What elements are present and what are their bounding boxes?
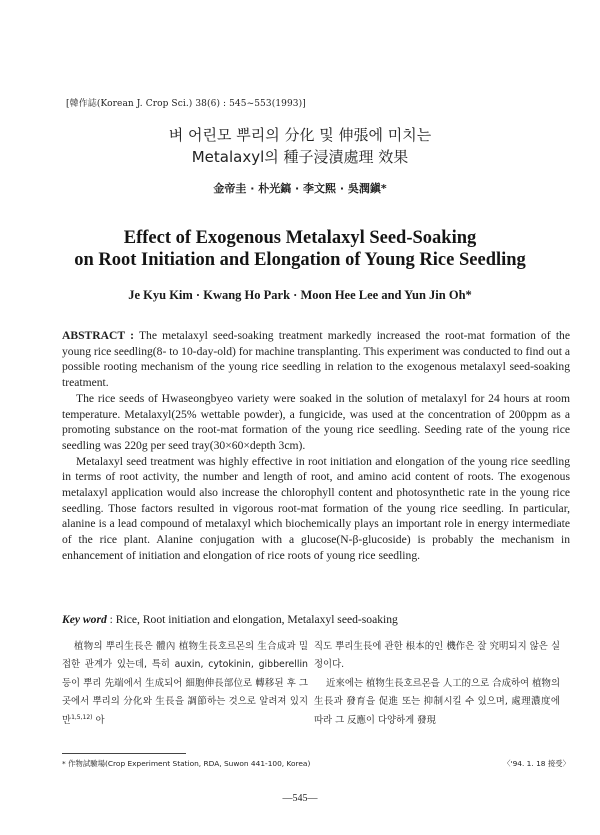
english-title-line-1: Effect of Exogenous Metalaxyl Seed-Soaking [123, 228, 477, 248]
english-authors: Je Kyu Kim · Kwang Ho Park · Moon Hee Lee and Yun Jin Oh* [128, 288, 472, 302]
abstract [62, 328, 570, 564]
korean-authors: 金帝圭 · 朴光鎬 · 李文熙 · 吳潤鎭* [213, 182, 387, 195]
citation-reference: 1,5,12) [71, 713, 93, 721]
body-paragraph [62, 638, 308, 730]
korean-title-line-1: 벼 어린모 뿌리의 分化 및 伸張에 미치는 [168, 126, 432, 144]
abstract-label: ABSTRACT : [62, 329, 134, 342]
abstract-text-1: The metalaxyl seed-soaking treatment markedly increased the root-mat formation of the young rice seedling(8- to 10-day-old) for machine transplanting. This experiment was conducted to find out a possible rooting mechanism of the young rice seedling in relation to the exogenous metalaxyl seed-soaking treatment. [62, 329, 570, 390]
footnote-divider [62, 753, 186, 754]
keywords [62, 613, 570, 626]
body-text: 植物의 뿌리生長은 體內 植物生長호르몬의 生合成과 밀접한 관계가 있는데, 특히 auxin, cytokinin, gibberellin 등이 뿌리 先端에서 生成되어 細胞伸長部位로 轉移된 후 그곳에서 뿌리의 分化와 生長을 調節하는 것으로 알려져 있지만 [62, 641, 308, 726]
journal-citation: [韓作誌(Korean J. Crop Sci.) 38(6) : 545~553(1993)] [66, 99, 306, 109]
received-date: 〈'94. 1. 18 接受〉 [503, 759, 570, 768]
english-title-line-2: on Root Initiation and Elongation of Young Rice Seedling [74, 250, 526, 270]
page-number: —545— [282, 793, 318, 804]
abstract-paragraph-3: Metalaxyl seed treatment was highly effective in root initiation and elongation of the young rice seedling in terms of root activity, the number and length of root, and amino acid content of roots. The exogenous metalaxyl application would also increase the chlorophyll content and photosynthetic rate in the young rice seedling. Those factors resulted in vigorous root-mat formation of the young rice seedling. In particular, alanine is a lead compound of metalaxyl which biochemically plays an important role in energy intermediate of the rice plant. Alanine conjugation with a glucose(N-β-glucoside) is probably the mechanism in enhancement of initiation and elongation of rice roots of young rice seedling. [62, 454, 570, 562]
body-column-right [314, 638, 560, 730]
body-paragraph: 近來에는 植物生長호르몬을 人工的으로 合成하여 植物의 生長과 發育을 促進 또는 抑制시킬 수 있으며, 處理濃度에 따라 그 反應이 다양하게 發現 [314, 677, 560, 726]
body-text-end: 아 [92, 714, 105, 726]
korean-title-line-2: Metalaxyl의 種子浸漬處理 效果 [191, 148, 409, 166]
abstract-paragraph-2: The rice seeds of Hwaseongbyeo variety were soaked in the solution of metalaxyl for 24 hours at room temperature. Metalaxyl(25% wettable powder), a fungicide, was used at the concentration of 200ppm as a promoting substance on the root-mat formation of the young rice seedling. Seeding rate of the young rice seedling was 220g per seed tray(30×60×depth 3cm). [62, 391, 570, 452]
keyword-label: Key word [62, 613, 107, 626]
body-column-left [62, 638, 308, 730]
body-paragraph-continued: 직도 뿌리生長에 관한 根本的인 機作은 잘 究明되지 않은 실정이다. [314, 641, 560, 671]
author-affiliation-footnote: * 作物試驗場(Crop Experiment Station, RDA, Suwon 441-100, Korea) [62, 759, 311, 768]
keyword-text: : Rice, Root initiation and elongation, Metalaxyl seed-soaking [106, 613, 398, 626]
abstract-paragraph-1 [62, 328, 570, 391]
